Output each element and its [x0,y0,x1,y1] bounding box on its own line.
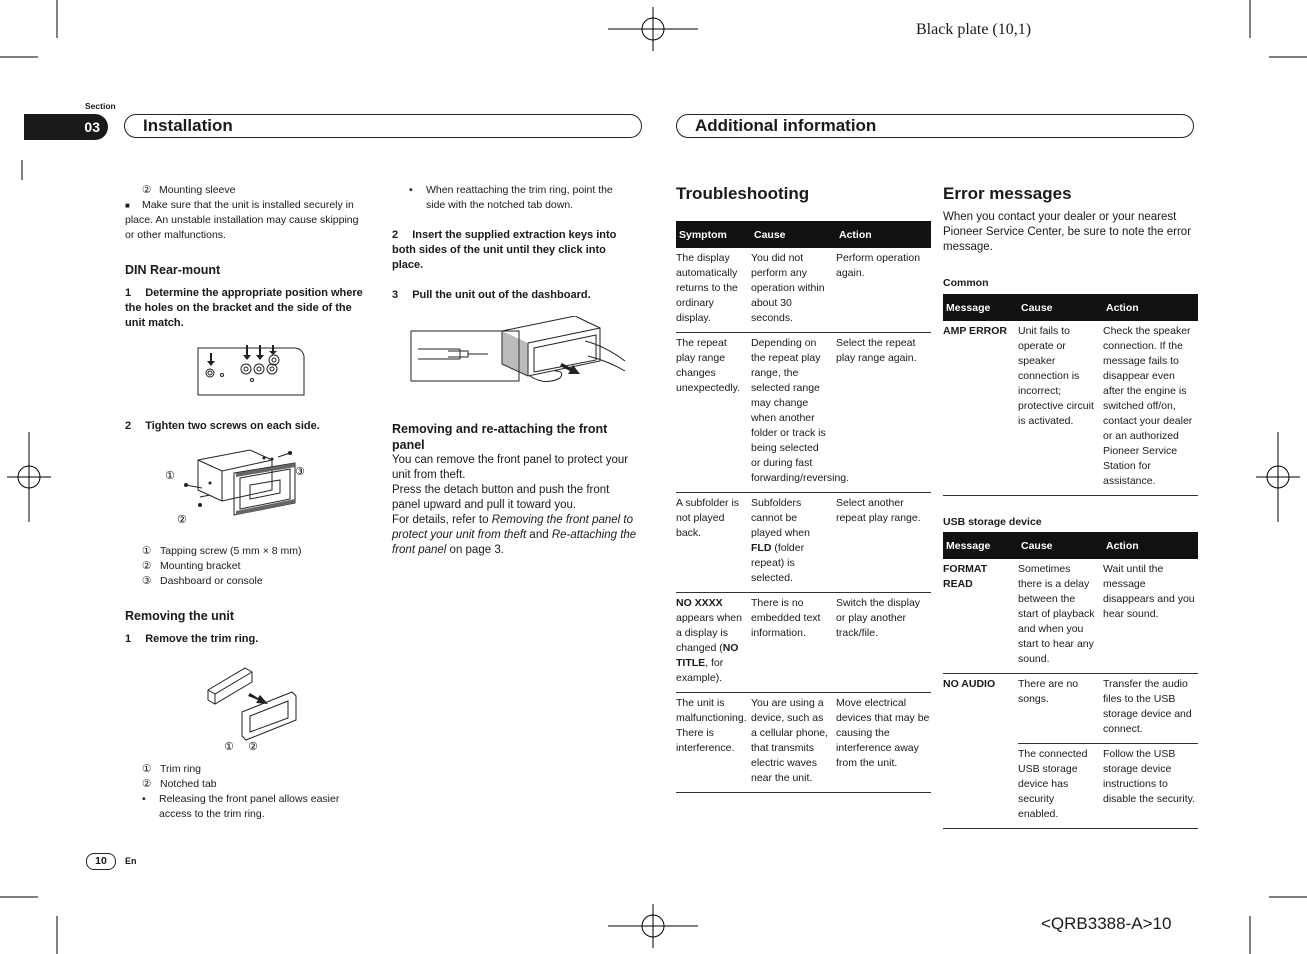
symptom-cell [676,593,751,693]
p3-and: and [526,529,552,541]
symptom-text: There is interference. [676,727,735,754]
front-panel-p1: You can remove the front panel to protect your unit from theft. [392,454,629,481]
symptom-cell: The repeat play range changes unexpectedly. [676,333,751,493]
error-intro: When you contact your dealer or your nearest Pioneer Service Center, be sure to note the error message. [943,211,1192,253]
cause-cell: Unit fails to operate or speaker connection is incorrect; protective circuit is activated. [1018,321,1103,496]
cause-text: (folder repeat) is selected. [751,542,805,584]
din-rear-mount-heading: DIN Rear-mount [125,263,221,277]
document-code: <QRB3388-A>10 [1041,914,1172,933]
step2-block [125,419,370,434]
legend-item [142,574,372,589]
action-cell: Check the speaker connection. If the message fails to disappear even after the engine is switched off/on, contact your dealer or an authorized Pioneer Service Station for assistance. [1103,321,1198,496]
action-cell: Select the repeat play range again. [836,333,931,493]
column-header: Action [1103,532,1198,559]
callout-3: ③ [295,465,305,478]
legend-text: Dashboard or console [160,575,263,587]
section-label: Section [85,101,116,111]
cause-cell: You did not perform any operation within about 30 seconds. [751,248,836,333]
column-header: Action [1103,294,1198,321]
front-panel-p3 [392,513,640,558]
action-cell: Wait until the message disappears and you hear sound. [1103,559,1198,674]
cause-cell: Depending on the repeat play range, the selected range may change when another folder or track is being selected or during fast forwarding/reversing. [751,333,836,493]
language-label: En [125,856,137,866]
step-number: 1 [125,287,132,299]
usb-storage-label: USB storage device [943,516,1042,528]
release-note: Releasing the front panel allows easier access to the trim ring. [159,793,340,820]
step-number: 3 [392,289,399,301]
legend-item [142,777,372,792]
symptom-bold: NO XXXX [676,597,723,609]
action-cell: Move electrical devices that may be causing the interference away from the unit. [836,693,931,793]
step-text: Determine the appropriate position where the holes on the bracket and the side of the unit match. [125,287,363,329]
section-number: 03 [24,114,108,140]
symptom-text: , for example). [676,657,724,684]
troubleshooting-table [676,221,931,793]
step-text: Remove the trim ring. [145,633,259,645]
legend-item [142,762,372,777]
table-row [676,493,931,593]
message-cell: AMP ERROR [943,321,1018,496]
step-text: Pull the unit out of the dashboard. [412,289,591,301]
link-reattach-front-panel[interactable]: Re-attaching the front panel [392,529,637,556]
legend-item [142,544,372,559]
column-header: Message [943,532,1018,559]
table-row [943,321,1198,496]
callout-2: ② [177,513,187,526]
note-bullet: ■ [125,201,130,210]
plate-label: Black plate (10,1) [916,21,1032,38]
cause-cell: There are no songs. [1018,674,1103,744]
legend-text: Trim ring [160,763,202,775]
step-number: 1 [125,633,132,645]
column-1 [125,183,370,331]
column-header: Message [943,294,1018,321]
column-header: Cause [751,221,836,248]
p3-prefix: For details, refer to [392,514,492,526]
symptom-cell: A subfolder is not played back. [676,493,751,593]
front-panel-p2: Press the detach button and push the front panel upward and pull it toward you. [392,484,610,511]
cause-cell: There is no embedded text information. [751,593,836,693]
step-number: 2 [392,229,399,241]
trim-ring-figure [200,662,305,754]
page-number: 10 [86,853,116,870]
column-header: Symptom [676,221,751,248]
symptom-text: The unit is malfunctioning. [676,697,747,724]
legend-item [142,559,372,574]
cause-text: Subfolders cannot be played when [751,497,810,539]
column-header: Cause [1018,294,1103,321]
front-panel-block [392,421,640,558]
symptom-bold: NO TITLE [676,642,739,669]
action-cell: Follow the USB storage device instructions to disable the security. [1103,744,1198,829]
legend-text: Tapping screw (5 mm × 8 mm) [160,545,302,557]
cause-cell [751,493,836,593]
table-row [676,248,931,333]
symptom-cell: The display automatically returns to the ordinary display. [676,248,751,333]
removing-unit-heading: Removing the unit [125,609,235,623]
cause-cell: Sometimes there is a delay between the start of playback and when you start to hear any sound. [1018,559,1103,674]
pull-unit-figure [410,316,630,396]
table-row [676,333,931,493]
extraction-steps [392,228,637,303]
message-cell: NO AUDIO [943,674,1018,829]
action-cell: Perform operation again. [836,248,931,333]
usb-errors-table [943,532,1198,829]
column-header: Cause [1018,532,1103,559]
link-remove-front-panel[interactable]: Removing the front panel to protect your unit from theft [392,514,633,541]
message-cell: FORMAT READ [943,559,1018,674]
callout-1: ① [165,469,175,482]
common-errors-table [943,294,1198,496]
step-number: 2 [125,420,132,432]
reattach-note: When reattaching the trim ring, point the side with the notched tab down. [426,184,613,211]
legend-num: ① [142,545,152,557]
error-messages-heading: Error messages [943,184,1072,203]
cause-text-bold: FLD [751,542,772,554]
table-row [943,674,1198,744]
table-row [676,693,931,793]
legend-num: ② [142,184,152,196]
action-cell: Switch the display or play another track/file. [836,593,931,693]
symptom-text: appears when a display is changed ( [676,612,742,654]
step-text: Insert the supplied extraction keys into both sides of the unit until they click into place. [392,229,617,271]
screw-mounting-figure [160,445,310,530]
legend-num: ② [142,560,152,572]
front-panel-heading: Removing and re-attaching the front panel [392,422,608,452]
troubleshooting-heading: Troubleshooting [676,184,810,203]
bullet-mark: • [142,793,146,805]
cause-cell: You are using a device, such as a cellular phone, that transmits electric waves near the unit. [751,693,836,793]
column-2 [409,183,624,213]
step-text: Tighten two screws on each side. [145,420,320,432]
removing-unit-block [125,609,370,647]
legend-num: ① [142,763,152,775]
installation-bar: Installation [124,114,642,138]
cause-cell: The connected USB storage device has security enabled. [1018,744,1103,829]
legend-2 [142,762,372,822]
column-header: Action [836,221,931,248]
legend-text: Mounting bracket [160,560,241,572]
common-label: Common [943,277,989,289]
legend-1 [142,544,372,589]
symptom-cell [676,693,751,793]
legend-num: ③ [142,575,152,587]
legend-num: ② [142,778,152,790]
install-note: Make sure that the unit is installed securely in place. An unstable installation may cause skipping or other malfunctions. [125,199,359,241]
action-cell: Transfer the audio files to the USB storage device and connect. [1103,674,1198,744]
table-row [676,593,931,693]
callout-1: ① [224,740,234,753]
p3-suffix: on page 3. [446,544,504,556]
table-row [943,559,1198,674]
bullet-mark: • [409,184,413,196]
action-cell: Select another repeat play range. [836,493,931,593]
additional-info-bar: Additional information [676,114,1194,138]
bracket-figure [196,343,310,400]
legend-text: Notched tab [160,778,217,790]
callout-2: ② [248,740,258,753]
legend-text: Mounting sleeve [159,184,236,196]
